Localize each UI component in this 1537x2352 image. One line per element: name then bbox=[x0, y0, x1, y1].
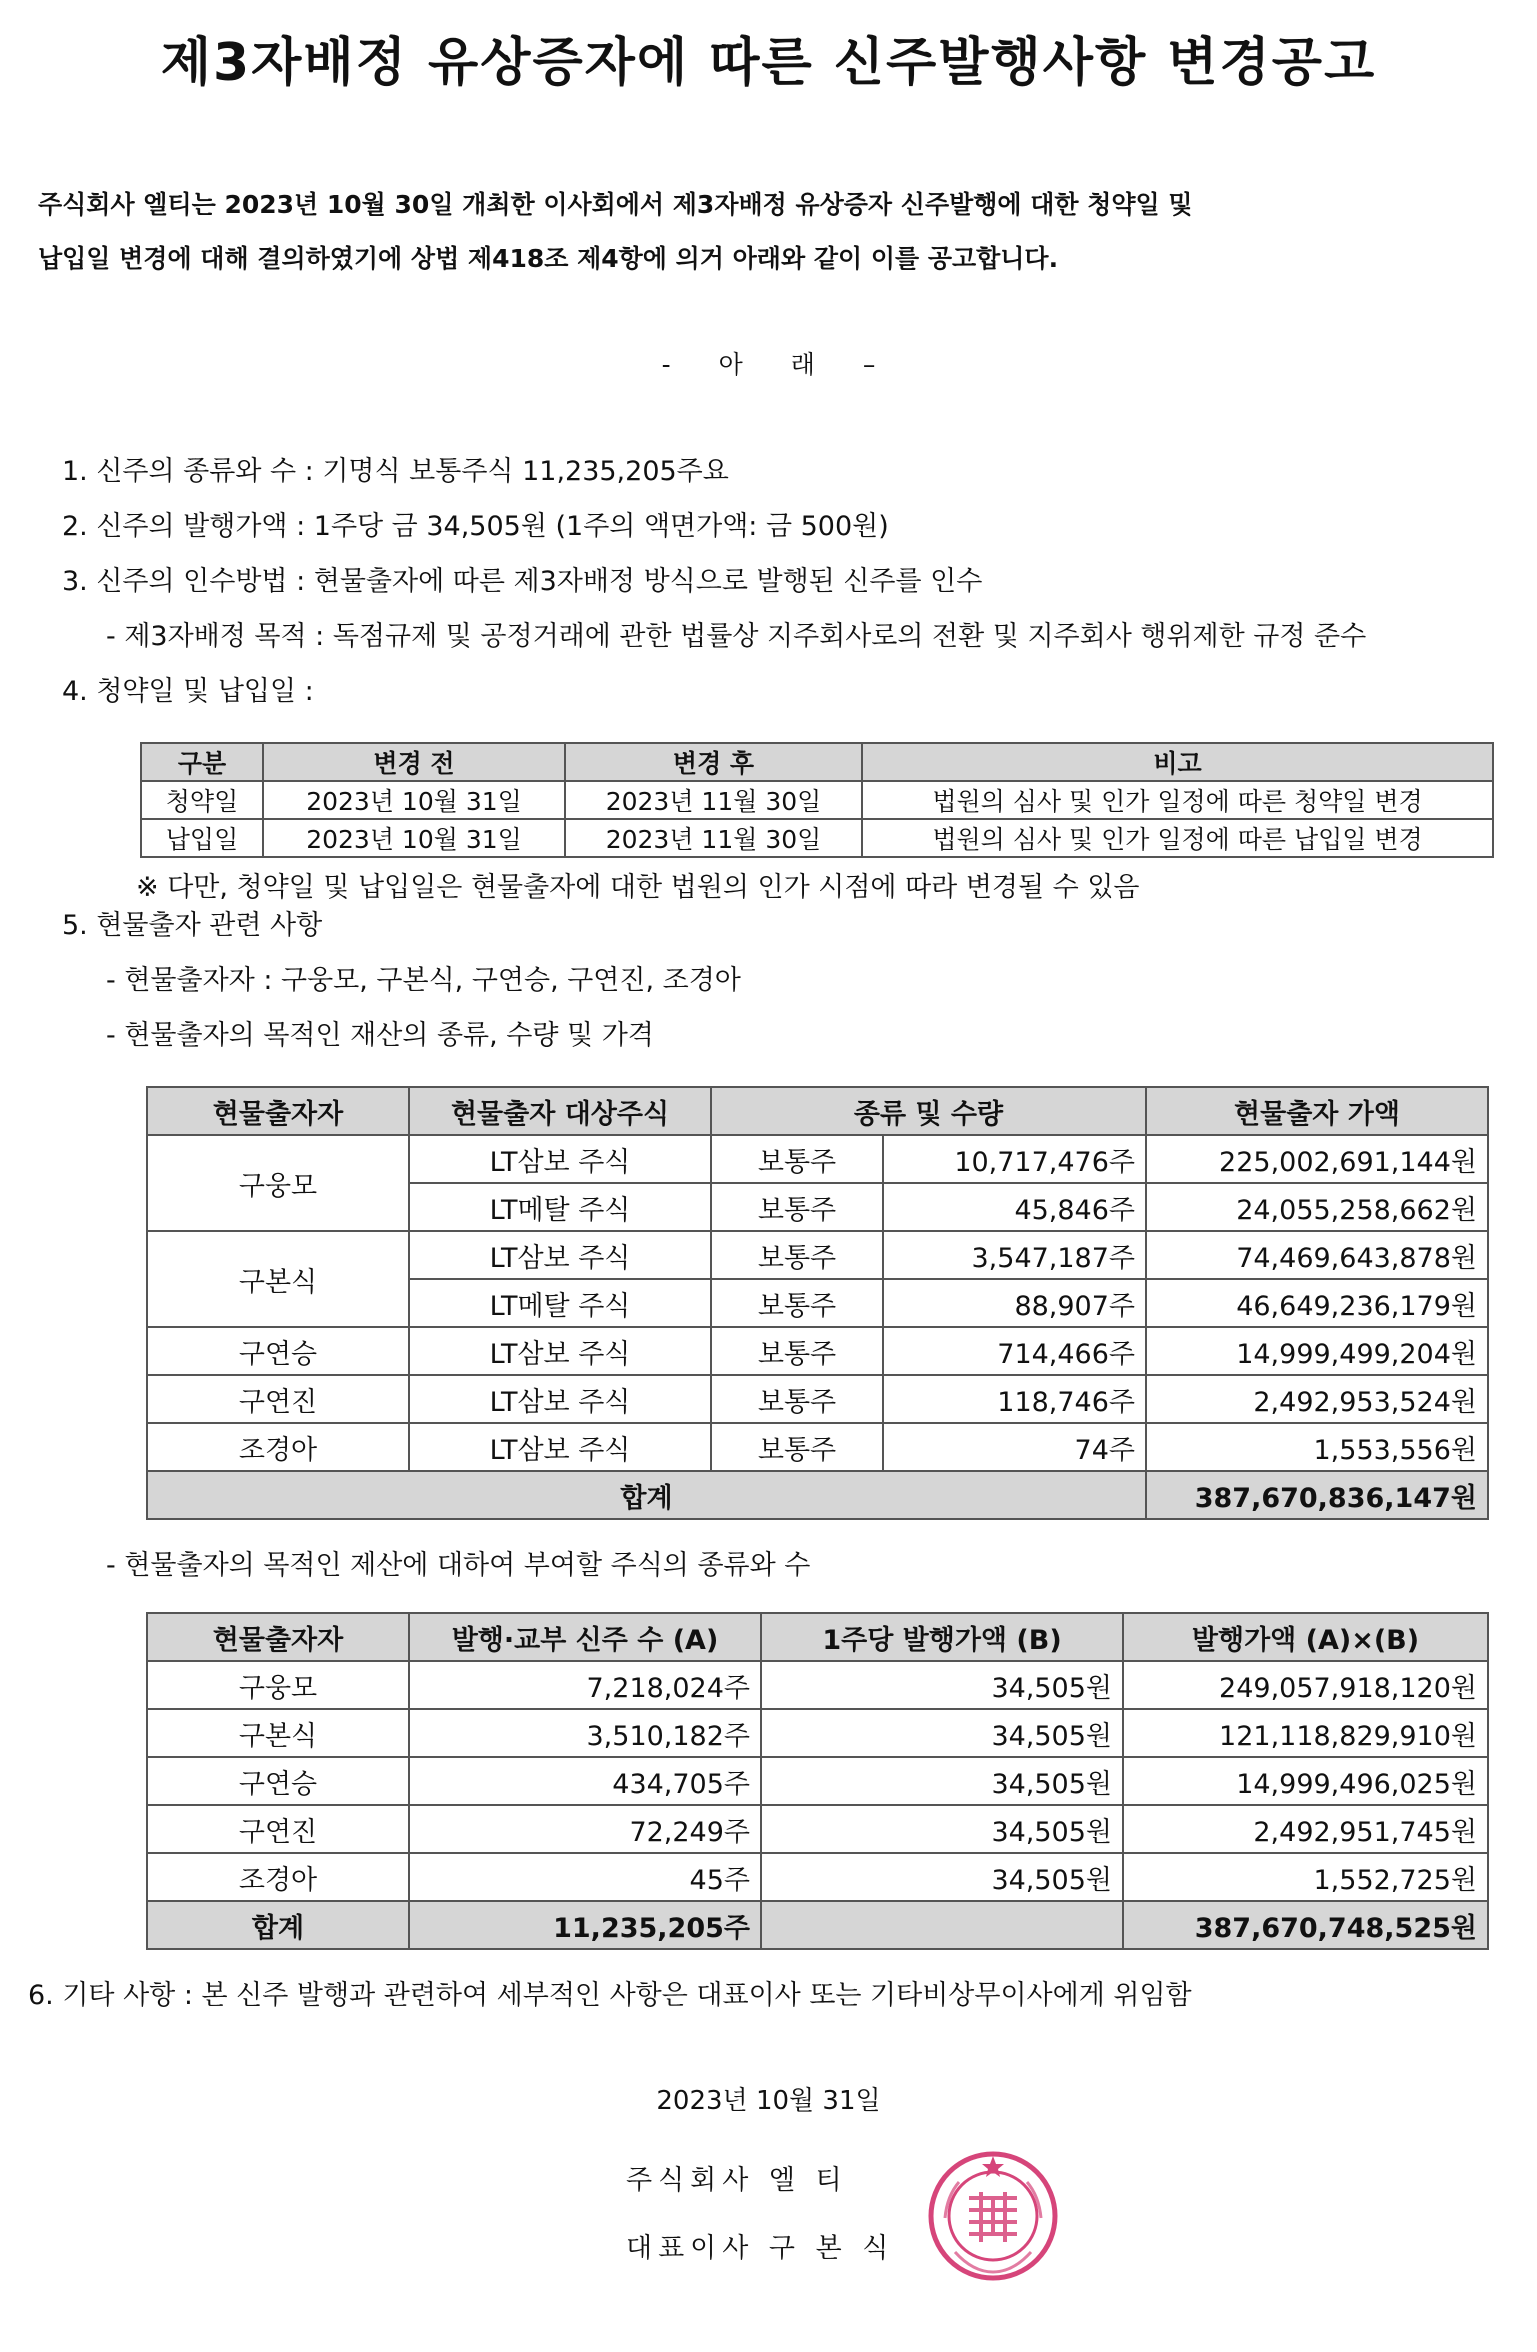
cell: LT메탈 주식 bbox=[409, 1183, 711, 1231]
cell: 2023년 10월 31일 bbox=[263, 781, 565, 819]
cell: 구본식 bbox=[147, 1709, 409, 1757]
item-3: 3. 신주의 인수방법 : 현물출자에 따른 제3자배정 방식으로 발행된 신주를 인수 bbox=[62, 566, 983, 597]
contributor-cell: 구연승 bbox=[147, 1327, 409, 1375]
item-5-shares-heading: - 현물출자의 목적인 제산에 대하여 부여할 주식의 종류와 수 bbox=[106, 1550, 811, 1581]
contributor-cell: 구웅모 bbox=[147, 1135, 409, 1231]
table-row bbox=[147, 1709, 1488, 1757]
col-header: 종류 및 수량 bbox=[711, 1087, 1146, 1135]
cell: LT삼보 주식 bbox=[409, 1375, 711, 1423]
section-marker: - 아 래 – bbox=[661, 350, 876, 379]
cell: 2023년 11월 30일 bbox=[565, 819, 862, 857]
item-1: 1. 신주의 종류와 수 : 기명식 보통주식 11,235,205주요 bbox=[62, 456, 729, 487]
cell: 121,118,829,910원 bbox=[1123, 1709, 1488, 1757]
item-5-contributors: - 현물출자자 : 구웅모, 구본식, 구연승, 구연진, 조경아 bbox=[106, 965, 741, 996]
cell: 구웅모 bbox=[147, 1661, 409, 1709]
cell: 2,492,951,745원 bbox=[1123, 1805, 1488, 1853]
cell: 24,055,258,662원 bbox=[1146, 1183, 1488, 1231]
col-header: 1주당 발행가액 (B) bbox=[761, 1613, 1123, 1661]
col-header: 구분 bbox=[141, 743, 263, 781]
total-value: 387,670,748,525원 bbox=[1123, 1901, 1488, 1949]
cell: LT삼보 주식 bbox=[409, 1231, 711, 1279]
col-header: 변경 후 bbox=[565, 743, 862, 781]
cell: 34,505원 bbox=[761, 1661, 1123, 1709]
cell: 45,846주 bbox=[883, 1183, 1146, 1231]
cell: 조경아 bbox=[147, 1853, 409, 1901]
intro-line-1: 주식회사 엘티는 2023년 10월 30일 개최한 이사회에서 제3자배정 유상증자 신주발행에 대한 청약일 및 bbox=[38, 190, 1193, 219]
col-header: 발행가액 (A)×(B) bbox=[1123, 1613, 1488, 1661]
cell: 34,505원 bbox=[761, 1757, 1123, 1805]
total-row bbox=[147, 1471, 1488, 1519]
col-header: 현물출자 대상주식 bbox=[409, 1087, 711, 1135]
item-5: 5. 현물출자 관련 사항 bbox=[62, 910, 323, 941]
cell: LT삼보 주식 bbox=[409, 1135, 711, 1183]
item-6: 6. 기타 사항 : 본 신주 발행과 관련하여 세부적인 사항은 대표이사 또는 기타비상무이사에게 위임함 bbox=[28, 1980, 1192, 2011]
item-4-note: ※ 다만, 청약일 및 납입일은 현물출자에 대한 법원의 인가 시점에 따라 변경될 수 있음 bbox=[136, 872, 1140, 903]
cell: LT메탈 주식 bbox=[409, 1279, 711, 1327]
cell: LT삼보 주식 bbox=[409, 1423, 711, 1471]
total-value: 387,670,836,147원 bbox=[1146, 1471, 1488, 1519]
share-issuance-table bbox=[146, 1612, 1489, 1950]
cell: 45주 bbox=[409, 1853, 761, 1901]
cell: 225,002,691,144원 bbox=[1146, 1135, 1488, 1183]
cell: 249,057,918,120원 bbox=[1123, 1661, 1488, 1709]
intro-line-2: 납입일 변경에 대해 결의하였기에 상법 제418조 제4항에 의거 아래와 같이 이를 공고합니다. bbox=[38, 244, 1059, 273]
table-row bbox=[147, 1757, 1488, 1805]
table-row bbox=[147, 1661, 1488, 1709]
cell: 보통주 bbox=[711, 1423, 883, 1471]
item-4: 4. 청약일 및 납입일 : bbox=[62, 676, 314, 707]
notice-date: 2023년 10월 31일 bbox=[656, 2086, 881, 2116]
contributor-cell: 구연진 bbox=[147, 1375, 409, 1423]
item-2: 2. 신주의 발행가액 : 1주당 금 34,505원 (1주의 액면가액: 금 500원) bbox=[62, 511, 889, 542]
cell: 72,249주 bbox=[409, 1805, 761, 1853]
cell: 납입일 bbox=[141, 819, 263, 857]
cell: 7,218,024주 bbox=[409, 1661, 761, 1709]
cell: 보통주 bbox=[711, 1231, 883, 1279]
cell: 14,999,496,025원 bbox=[1123, 1757, 1488, 1805]
col-header: 발행·교부 신주 수 (A) bbox=[409, 1613, 761, 1661]
cell: 714,466주 bbox=[883, 1327, 1146, 1375]
cell: 2,492,953,524원 bbox=[1146, 1375, 1488, 1423]
cell: 14,999,499,204원 bbox=[1146, 1327, 1488, 1375]
signature-company: 주식회사 엘 티 bbox=[626, 2165, 848, 2196]
cell: 434,705주 bbox=[409, 1757, 761, 1805]
item-5-property-heading: - 현물출자의 목적인 재산의 종류, 수량 및 가격 bbox=[106, 1020, 654, 1051]
cell: 1,552,725원 bbox=[1123, 1853, 1488, 1901]
table-row bbox=[141, 819, 1493, 857]
company-seal-stamp bbox=[925, 2148, 1061, 2288]
table-row bbox=[147, 1423, 1488, 1471]
total-row bbox=[147, 1901, 1488, 1949]
cell: 34,505원 bbox=[761, 1853, 1123, 1901]
col-header: 현물출자자 bbox=[147, 1087, 409, 1135]
cell: LT삼보 주식 bbox=[409, 1327, 711, 1375]
schedule-change-table bbox=[140, 742, 1494, 858]
cell: 74주 bbox=[883, 1423, 1146, 1471]
cell: 3,510,182주 bbox=[409, 1709, 761, 1757]
total-shares: 11,235,205주 bbox=[409, 1901, 761, 1949]
cell: 보통주 bbox=[711, 1375, 883, 1423]
in-kind-contribution-table bbox=[146, 1086, 1489, 1520]
seal-icon bbox=[925, 2148, 1061, 2284]
cell: 보통주 bbox=[711, 1135, 883, 1183]
cell: 법원의 심사 및 인가 일정에 따른 납입일 변경 bbox=[862, 819, 1493, 857]
cell: 구연진 bbox=[147, 1805, 409, 1853]
item-3-purpose: - 제3자배정 목적 : 독점규제 및 공정거래에 관한 법률상 지주회사로의 전환 및 지주회사 행위제한 규정 준수 bbox=[106, 621, 1367, 652]
cell: 보통주 bbox=[711, 1183, 883, 1231]
table-row bbox=[147, 1853, 1488, 1901]
contributor-cell: 조경아 bbox=[147, 1423, 409, 1471]
table-row bbox=[141, 781, 1493, 819]
cell: 1,553,556원 bbox=[1146, 1423, 1488, 1471]
table-row bbox=[147, 1135, 1488, 1183]
cell: 구연승 bbox=[147, 1757, 409, 1805]
total-label: 합계 bbox=[147, 1901, 409, 1949]
table-row bbox=[147, 1805, 1488, 1853]
contributor-cell: 구본식 bbox=[147, 1231, 409, 1327]
cell: 보통주 bbox=[711, 1327, 883, 1375]
cell: 2023년 10월 31일 bbox=[263, 819, 565, 857]
col-header: 현물출자자 bbox=[147, 1613, 409, 1661]
cell: 청약일 bbox=[141, 781, 263, 819]
intro-paragraph bbox=[38, 178, 1508, 286]
cell: 34,505원 bbox=[761, 1709, 1123, 1757]
cell: 보통주 bbox=[711, 1279, 883, 1327]
col-header: 현물출자 가액 bbox=[1146, 1087, 1488, 1135]
total-label: 합계 bbox=[147, 1471, 1146, 1519]
cell: 88,907주 bbox=[883, 1279, 1146, 1327]
notice-title: 제3자배정 유상증자에 따른 신주발행사항 변경공고 bbox=[160, 33, 1377, 93]
cell: 10,717,476주 bbox=[883, 1135, 1146, 1183]
table-row bbox=[147, 1375, 1488, 1423]
total-blank bbox=[761, 1901, 1123, 1949]
table-row bbox=[147, 1327, 1488, 1375]
cell: 118,746주 bbox=[883, 1375, 1146, 1423]
cell: 34,505원 bbox=[761, 1805, 1123, 1853]
cell: 2023년 11월 30일 bbox=[565, 781, 862, 819]
cell: 법원의 심사 및 인가 일정에 따른 청약일 변경 bbox=[862, 781, 1493, 819]
cell: 74,469,643,878원 bbox=[1146, 1231, 1488, 1279]
table-row bbox=[147, 1231, 1488, 1279]
cell: 46,649,236,179원 bbox=[1146, 1279, 1488, 1327]
col-header: 비고 bbox=[862, 743, 1493, 781]
col-header: 변경 전 bbox=[263, 743, 565, 781]
signature-ceo: 대표이사 구 본 식 bbox=[626, 2233, 895, 2264]
cell: 3,547,187주 bbox=[883, 1231, 1146, 1279]
